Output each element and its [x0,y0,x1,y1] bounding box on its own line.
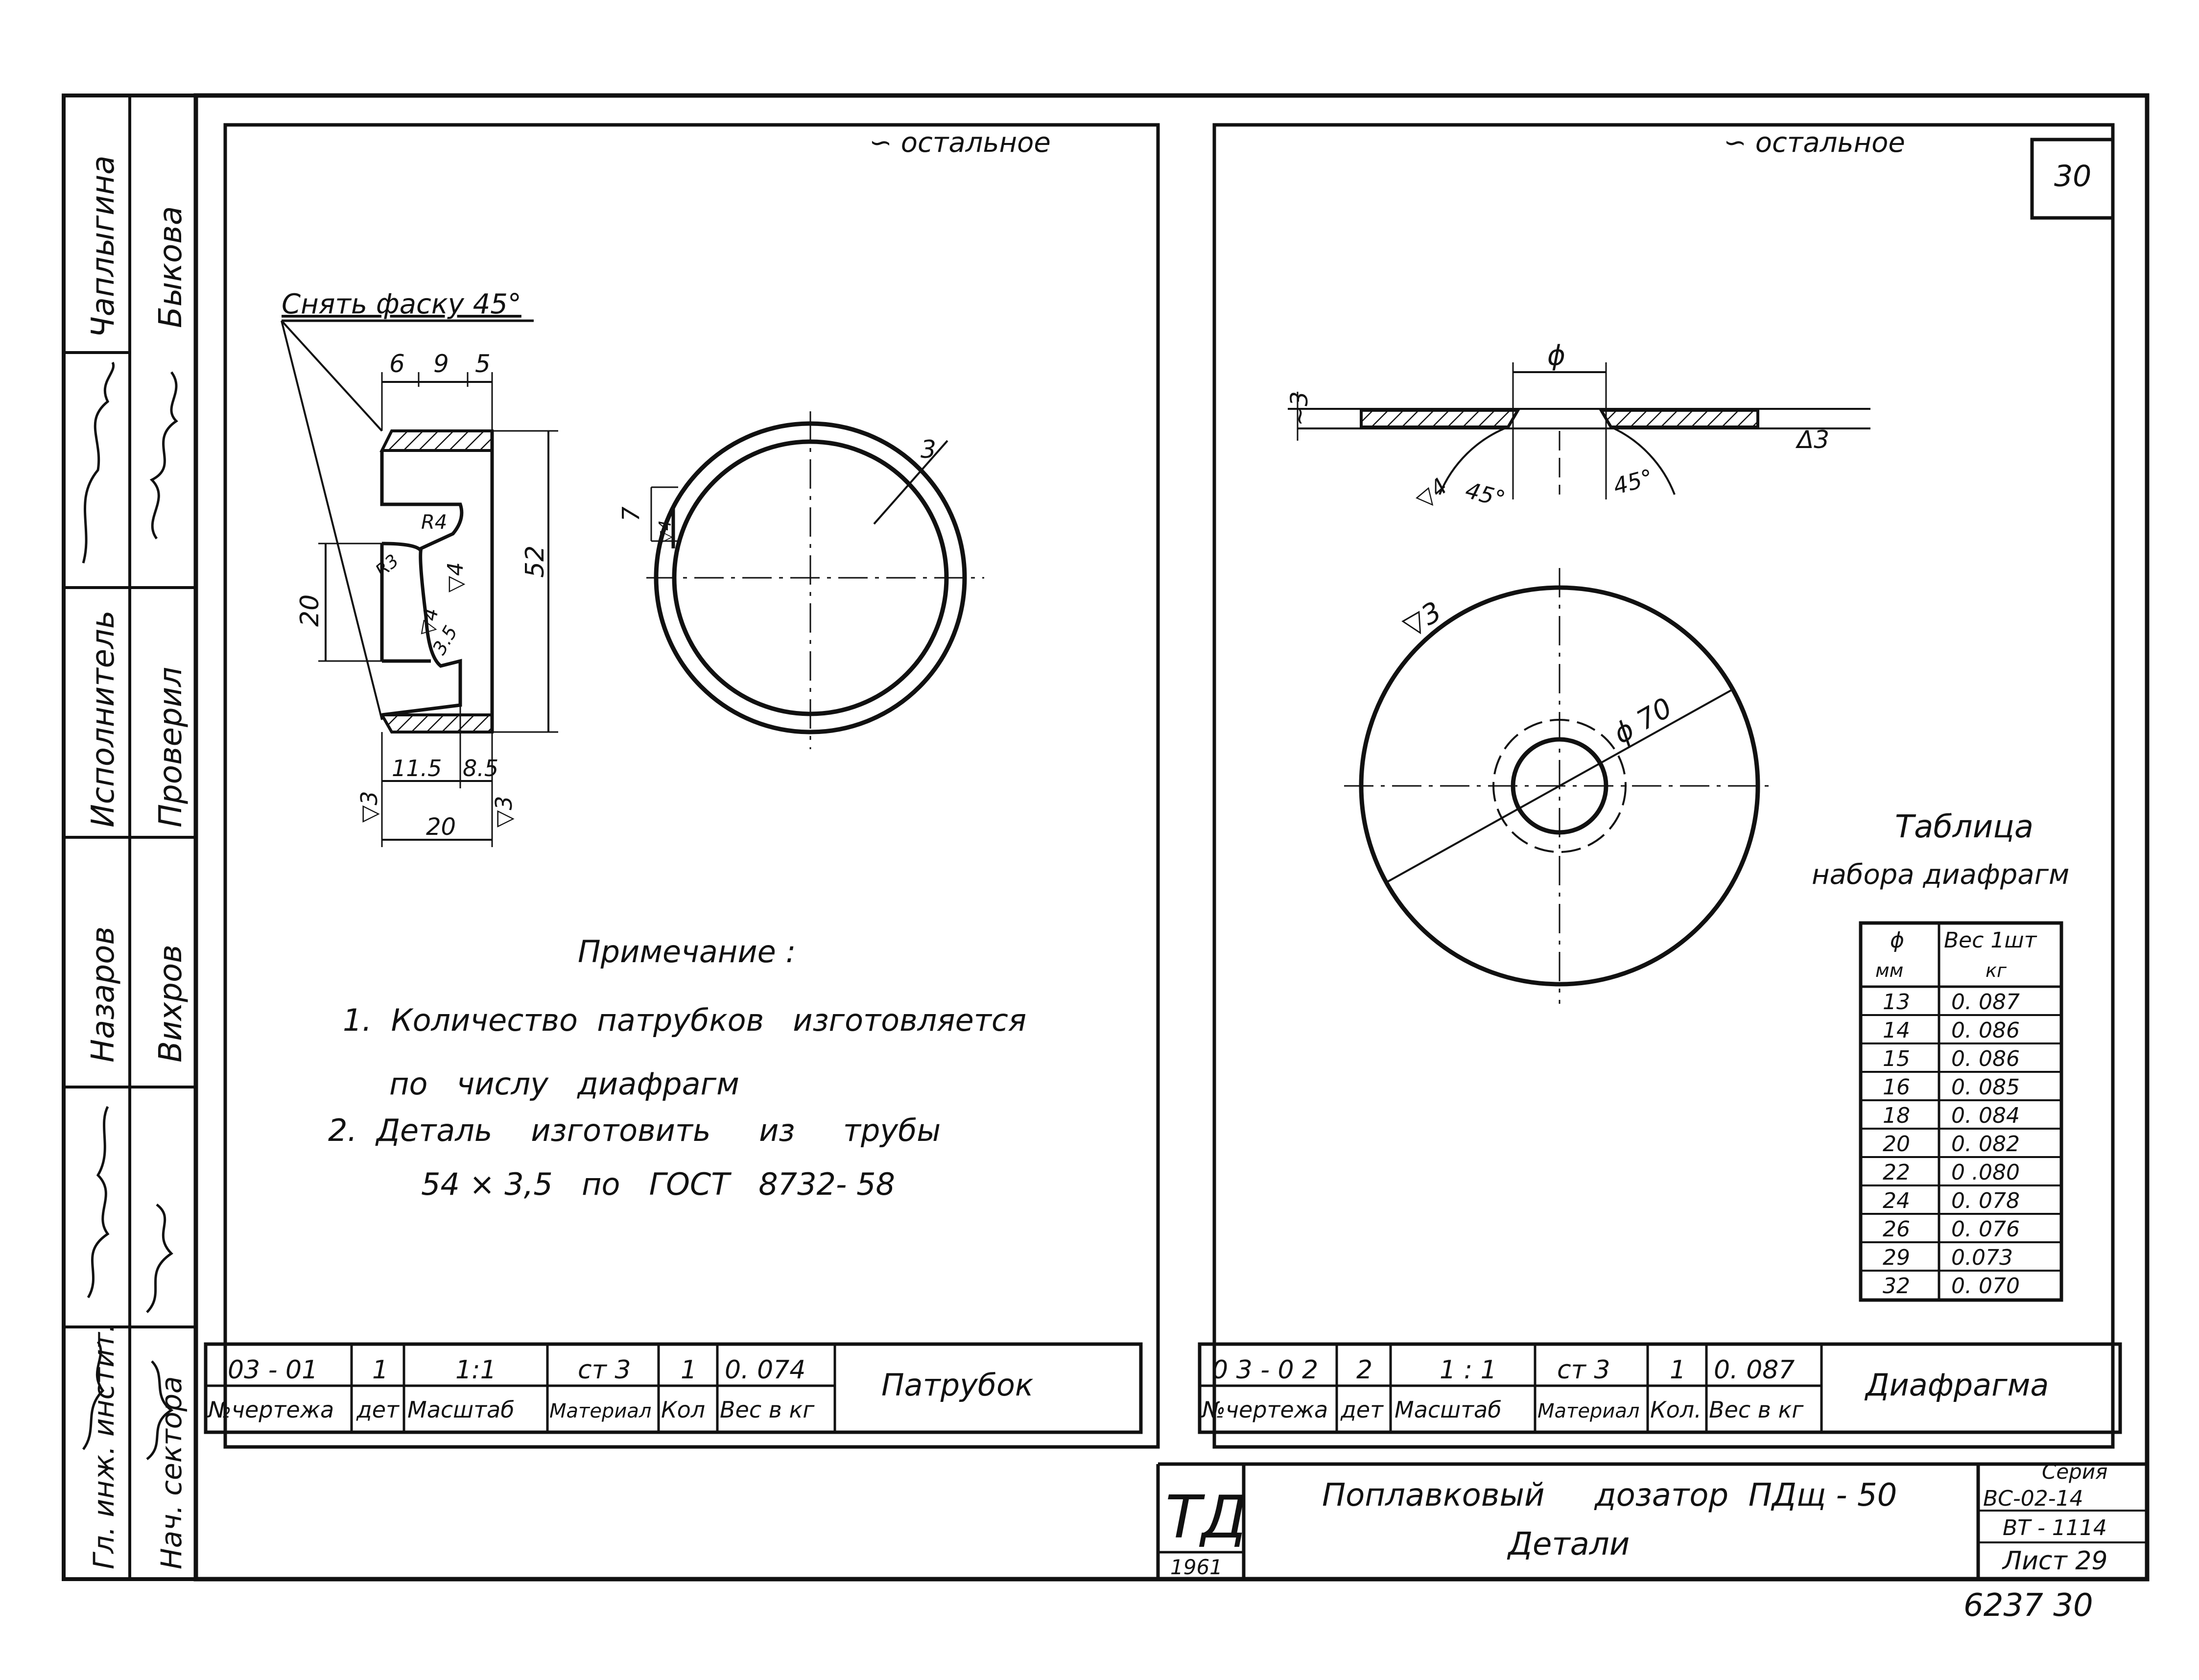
right-tb-name: Диафрагма [1866,1367,2049,1403]
left-tb-scale: 1:1 [455,1355,497,1385]
left-tb-h-weight: Вес в кг [720,1396,815,1423]
table-cell-diameter: 18 [1883,1103,1910,1128]
left-tb-h-part: дет [356,1396,399,1423]
disc-phi70: ϕ 70 [1608,691,1678,751]
pipe-ring-view [617,411,984,749]
right-title-block [1200,1344,2120,1432]
dim-top-9: 9 [433,350,449,378]
table-cell-weight: 0. 082 [1951,1132,2020,1157]
left-tb-h-material: Материал [549,1400,652,1422]
left-tb-qty: 1 [681,1355,697,1385]
left-roughness-note: ∽ остальное [869,127,1051,159]
table-cell-weight: 0 .080 [1951,1160,2020,1185]
note-2b: 54 × 3,5 по ГОСТ 8732- 58 [421,1166,895,1202]
doc-number: 6237 30 [1963,1587,2093,1624]
dim-r3: R3 [372,550,403,581]
dim-rough-4b: ▽4 [416,606,443,638]
signature-4 [147,1205,171,1312]
right-tb-h-drawing: №чертежа [1202,1396,1328,1423]
main-title-line2: Детали [1508,1526,1630,1562]
table-cell-diameter: 24 [1883,1188,1910,1213]
table-cell-diameter: 22 [1883,1160,1910,1185]
sheet-code: ВТ - 1114 [2003,1515,2107,1540]
table-cell-weight: 0. 070 [1951,1274,2020,1299]
sheet-number: 30 [2054,159,2092,193]
stamp-r3b: Проверил [153,666,189,828]
dim-bottom-85: 8.5 [463,755,499,781]
table-cell-weight: 0. 086 [1951,1046,2020,1071]
pipe-section [382,431,492,732]
left-tb-material: ст 3 [578,1355,631,1385]
right-tb-h-scale: Масштаб [1395,1396,1502,1423]
diaphragm-table [1861,923,2061,1300]
table-cell-weight: 0. 078 [1951,1188,2020,1213]
table-cell-weight: 0. 086 [1951,1018,2020,1043]
dim-phi: ϕ [1547,340,1565,372]
diaphragm-disc [1344,568,1775,1004]
dim-angle-left: 45° [1463,476,1508,513]
table-cell-weight: 0. 087 [1951,990,2020,1015]
signature-1 [83,362,114,563]
table-title: Таблица [1895,809,2034,845]
dim-rough-4a: ▽4 [443,562,468,592]
dim-rough-3b: ▽3 [491,796,517,828]
dim-height-52: 52 [520,545,550,578]
left-tb-weight: 0. 074 [725,1355,806,1385]
table-h1a: ϕ [1890,928,1905,953]
stamp-r6a: Гл. инж. инстит. [87,1323,120,1569]
right-tb-h-part: дет [1341,1396,1383,1423]
left-tb-drawing: 03 - 01 [228,1355,318,1385]
note-2a: 2. Деталь изготовить из трубы [328,1112,941,1148]
table-cell-diameter: 29 [1883,1245,1910,1270]
side-stamp [64,95,196,1579]
main-title-line1: Поплавковый дозатор ПДщ - 50 [1322,1477,1897,1514]
table-cell-diameter: 14 [1883,1018,1910,1043]
table-cell-diameter: 15 [1883,1046,1910,1071]
dim-top-5: 5 [475,350,491,378]
stamp-r1b: Быкова [153,206,189,328]
right-tb-part: 2 [1356,1355,1373,1385]
right-tb-drawing: 0 3 - 0 2 [1212,1355,1319,1385]
table-cell-diameter: 13 [1883,990,1910,1015]
right-tb-h-qty: Кол. [1650,1396,1702,1423]
diaphragm-section [1286,340,1870,513]
left-tb-h-drawing: №чертежа [208,1396,334,1423]
left-title-block [206,1344,1141,1432]
left-tb-h-scale: Масштаб [407,1396,515,1423]
stamp-r6b: Нач. сектора [155,1376,188,1569]
dim-inner-20: 20 [295,594,325,627]
stamp-r4b: Вихров [153,945,189,1063]
dim-rough-3a: ▽3 [356,791,382,823]
main-title-block [1158,1460,2147,1579]
dim-bottom-115: 11.5 [392,755,442,781]
table-subtitle: набора диафрагм [1812,859,2070,891]
logo-td: ТД [1165,1484,1248,1552]
right-tb-material: ст 3 [1557,1355,1610,1385]
ring-dim-3: 3 [921,435,936,464]
table-cell-diameter: 32 [1883,1274,1910,1299]
note-1b: по числу диафрагм [389,1066,739,1102]
left-panel-frame [225,125,1158,1447]
sheet-label: Лист 29 [2003,1546,2108,1576]
stamp-r1a: Чаплыгина [85,155,121,338]
signature-3 [88,1107,108,1298]
note-title: Примечание : [578,934,796,970]
ring-rough: ▽4 [656,520,675,544]
chamfer-label: Снять фаску 45° [282,288,521,320]
ring-dim-7: 7 [617,506,645,521]
table-cell-weight: 0. 084 [1951,1103,2020,1128]
logo-year: 1961 [1170,1555,1223,1579]
left-tb-h-qty: Кол [661,1396,706,1423]
signature-2 [152,372,176,539]
table-h2a: Вес 1шт [1944,928,2037,953]
right-tb-h-weight: Вес в кг [1709,1396,1804,1423]
left-tb-part: 1 [372,1355,389,1385]
left-tb-name: Патрубок [881,1367,1034,1403]
right-tb-qty: 1 [1670,1355,1686,1385]
table-h2b: кг [1986,960,2007,981]
right-tb-weight: 0. 087 [1714,1355,1795,1385]
disc-rough: ▽3 [1397,595,1447,643]
table-cell-weight: 0. 085 [1951,1075,2020,1100]
right-roughness-note: ∽ остальное [1724,127,1905,159]
note-1a: 1. Количество патрубков изготовляется [343,1002,1027,1038]
table-cell-diameter: 26 [1883,1217,1910,1242]
stamp-r4a: Назаров [85,926,121,1063]
series-label: Серия [2042,1460,2108,1484]
dim-r4: R4 [421,511,448,534]
dim-bottom-20: 20 [426,813,456,841]
table-cell-weight: 0. 076 [1951,1217,2020,1242]
dim-top-6: 6 [389,350,405,378]
stamp-r3a: Исполнитель [85,610,121,828]
dim-rough-4-right: ▽4 [1411,473,1453,514]
table-h1b: мм [1875,960,1904,981]
series-code: ВС-02-14 [1983,1486,2083,1511]
dim-angle-right: 45° [1610,464,1656,500]
dim-rough-3-right: Δ3 [1797,426,1830,454]
right-tb-h-material: Материал [1537,1400,1640,1422]
dim-35: 3.5 [428,622,462,659]
right-tb-scale: 1 : 1 [1440,1355,1497,1385]
dim-thick: ~3 [1286,391,1313,426]
table-cell-diameter: 16 [1883,1075,1910,1100]
table-cell-diameter: 20 [1883,1132,1910,1157]
table-cell-weight: 0.073 [1951,1245,2013,1270]
